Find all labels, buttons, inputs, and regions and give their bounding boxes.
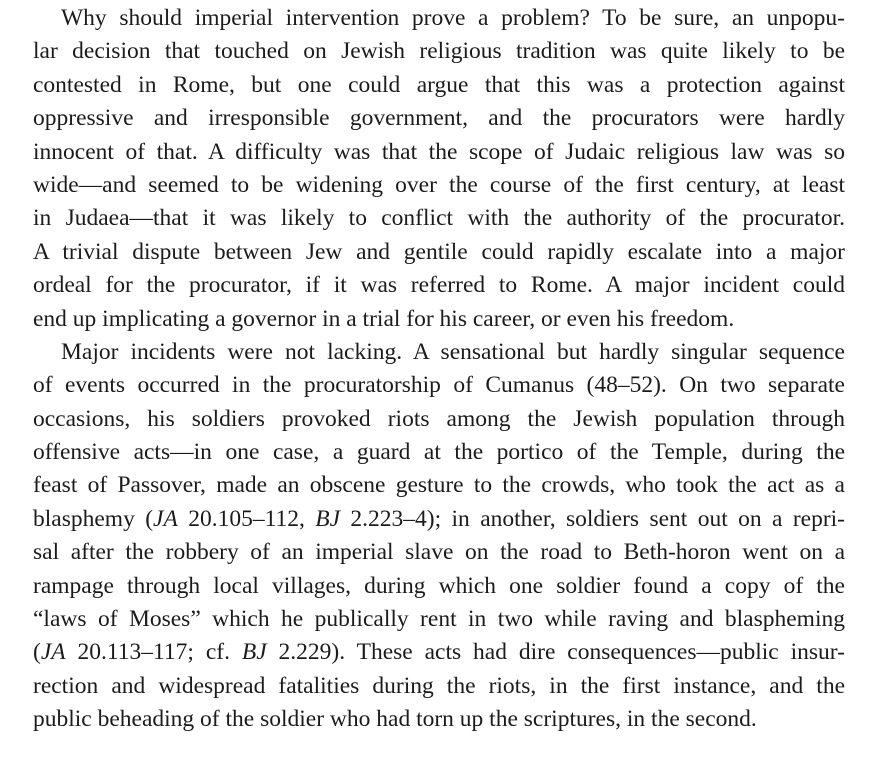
text-line: lar decision that touched on Jewish religious tradition was quite likely to be xyxy=(33,38,845,65)
text-line: wide—and seemed to be widening over the course of the first century, at least xyxy=(33,171,845,198)
text-line: Major incidents were not lacking. A sensational but hardly singular sequence xyxy=(61,338,845,365)
text-line: Why should imperial intervention prove a problem? To be sure, an unpopu- xyxy=(61,5,845,31)
citation-abbreviation: JA xyxy=(153,505,178,532)
paragraph-2 xyxy=(33,336,845,737)
text-line: of events occurred in the procuratorship of Cumanus (48–52). On two separate xyxy=(33,372,845,399)
text-line: offensive acts—in one case, a guard at the portico of the Temple, during the xyxy=(33,439,845,466)
text-line: rampage through local villages, during which one soldier found a copy of the xyxy=(33,572,845,599)
text-line: in Judaea—that it was likely to conflict with the authority of the procurator. xyxy=(33,205,845,232)
text-line: innocent of that. A difficulty was that the scope of Judaic religious law was so xyxy=(33,138,845,165)
text-line: blasphemy (JA 20.105–112, BJ 2.223–4); in another, soldiers sent out on a repri- xyxy=(33,505,845,532)
text-line: A trivial dispute between Jew and gentile could rapidly escalate into a major xyxy=(33,238,845,265)
text-line: oppressive and irresponsible government, and the procurators were hardly xyxy=(33,105,845,132)
paragraph-1 xyxy=(33,2,845,336)
citation-abbreviation: JA xyxy=(40,639,66,666)
text-line: end up implicating a governor in a trial for his career, or even his freedom. xyxy=(33,305,735,332)
text-line: contested in Rome, but one could argue that this was a protection against xyxy=(33,71,845,98)
text-line: ordeal for the procurator, if it was referred to Rome. A major incident could xyxy=(33,272,845,299)
text-line: public beheading of the soldier who had torn up the scriptures, in the second. xyxy=(33,706,757,733)
text-line: occasions, his soldiers provoked riots among the Jewish population through xyxy=(33,405,845,432)
citation-abbreviation: BJ xyxy=(241,639,267,666)
citation-abbreviation: BJ xyxy=(315,505,341,532)
document-page xyxy=(33,2,845,737)
text-line: sal after the robbery of an imperial slave on the road to Beth-horon went on a xyxy=(33,539,845,566)
text-line: “laws of Moses” which he publically rent in two while raving and blaspheming xyxy=(33,606,845,633)
text-line: (JA 20.113–117; cf. BJ 2.229). These acts had dire consequences—public insur- xyxy=(33,639,845,666)
text-line: rection and widespread fatalities during the riots, in the first instance, and the xyxy=(33,672,845,699)
text-line: feast of Passover, made an obscene gesture to the crowds, who took the act as a xyxy=(33,472,845,499)
